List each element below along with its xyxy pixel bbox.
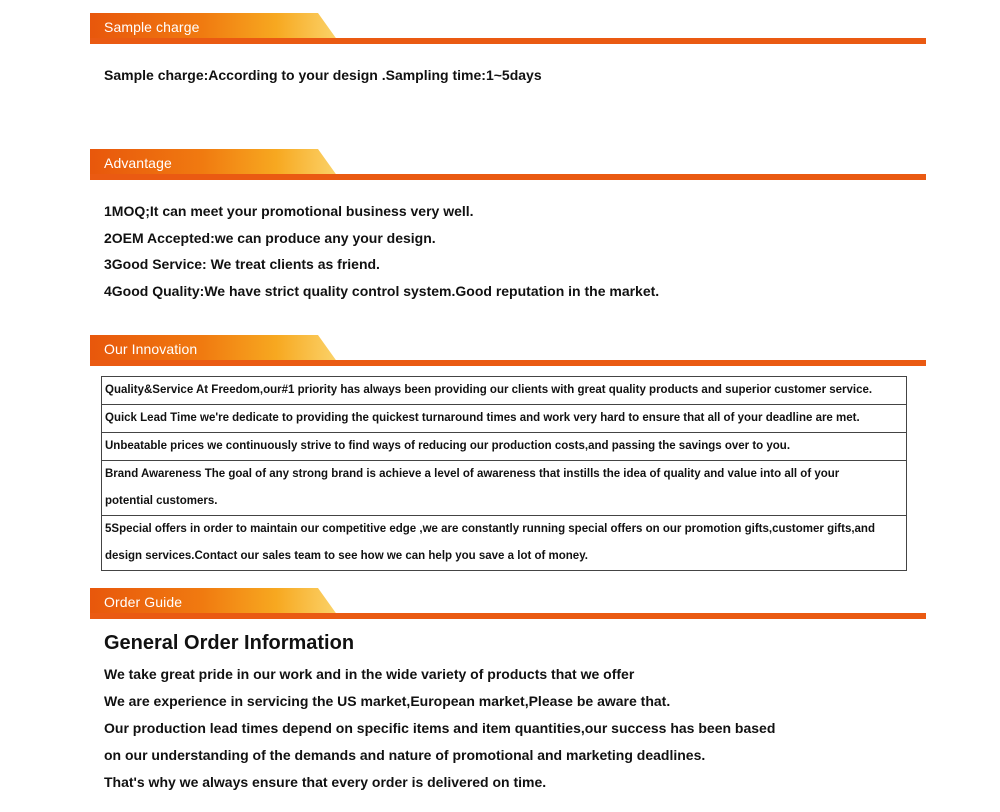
order-line: on our understanding of the demands and nature of promotional and marketing deadlines. bbox=[104, 747, 706, 763]
advantage-item: 3Good Service: We treat clients as friend. bbox=[104, 256, 380, 272]
row-text: Brand Awareness The goal of any strong brand is achieve a level of awareness that instills the idea of quality and value into all of your bbox=[105, 468, 840, 480]
sample-charge-text: Sample charge:According to your design .Sampling time:1~5days bbox=[104, 67, 542, 83]
order-line: That's why we always ensure that every order is delivered on time. bbox=[104, 774, 547, 790]
table-row bbox=[102, 461, 906, 516]
section-title: Order Guide bbox=[104, 594, 183, 610]
section-header-our-innovation bbox=[90, 335, 926, 367]
table-row bbox=[102, 433, 906, 461]
section-rule bbox=[90, 360, 926, 366]
advantage-item: 1MOQ;It can meet your promotional business very well. bbox=[104, 203, 474, 219]
section-header-sample-charge bbox=[90, 13, 926, 45]
section-title: Advantage bbox=[104, 155, 172, 171]
section-rule bbox=[90, 174, 926, 180]
section-title: Sample charge bbox=[104, 19, 200, 35]
table-row bbox=[102, 377, 906, 405]
order-line: We take great pride in our work and in the wide variety of products that we offer bbox=[104, 666, 635, 682]
section-rule bbox=[90, 38, 926, 44]
row-text: 5Special offers in order to maintain our competitive edge ,we are constantly running special offers on our promotion gifts,customer gifts,and bbox=[105, 523, 875, 535]
row-text: design services.Contact our sales team to see how we can help you save a lot of money. bbox=[105, 550, 588, 562]
row-text: Unbeatable prices we continuously strive to find ways of reducing our production costs,and passing the savings over to you. bbox=[105, 440, 791, 452]
order-heading: General Order Information bbox=[104, 632, 355, 654]
advantage-item: 2OEM Accepted:we can produce any your design. bbox=[104, 230, 436, 246]
section-header-order-guide bbox=[90, 588, 926, 620]
row-text: Quick Lead Time we're dedicate to providing the quickest turnaround times and work very hard to ensure that all of your deadline are met. bbox=[105, 412, 860, 424]
order-line: Our production lead times depend on specific items and item quantities,our success has been based bbox=[104, 720, 776, 736]
section-rule bbox=[90, 613, 926, 619]
advantage-item: 4Good Quality:We have strict quality control system.Good reputation in the market. bbox=[104, 283, 660, 299]
innovation-table bbox=[101, 376, 907, 571]
section-header-advantage bbox=[90, 149, 926, 181]
order-line: We are experience in servicing the US market,European market,Please be aware that. bbox=[104, 693, 671, 709]
row-text: potential customers. bbox=[105, 495, 218, 507]
table-row bbox=[102, 405, 906, 433]
table-row bbox=[102, 516, 906, 570]
section-title: Our Innovation bbox=[104, 341, 198, 357]
row-text: Quality&Service At Freedom,our#1 priority has always been providing our clients with great quality products and superior customer service. bbox=[105, 384, 873, 396]
